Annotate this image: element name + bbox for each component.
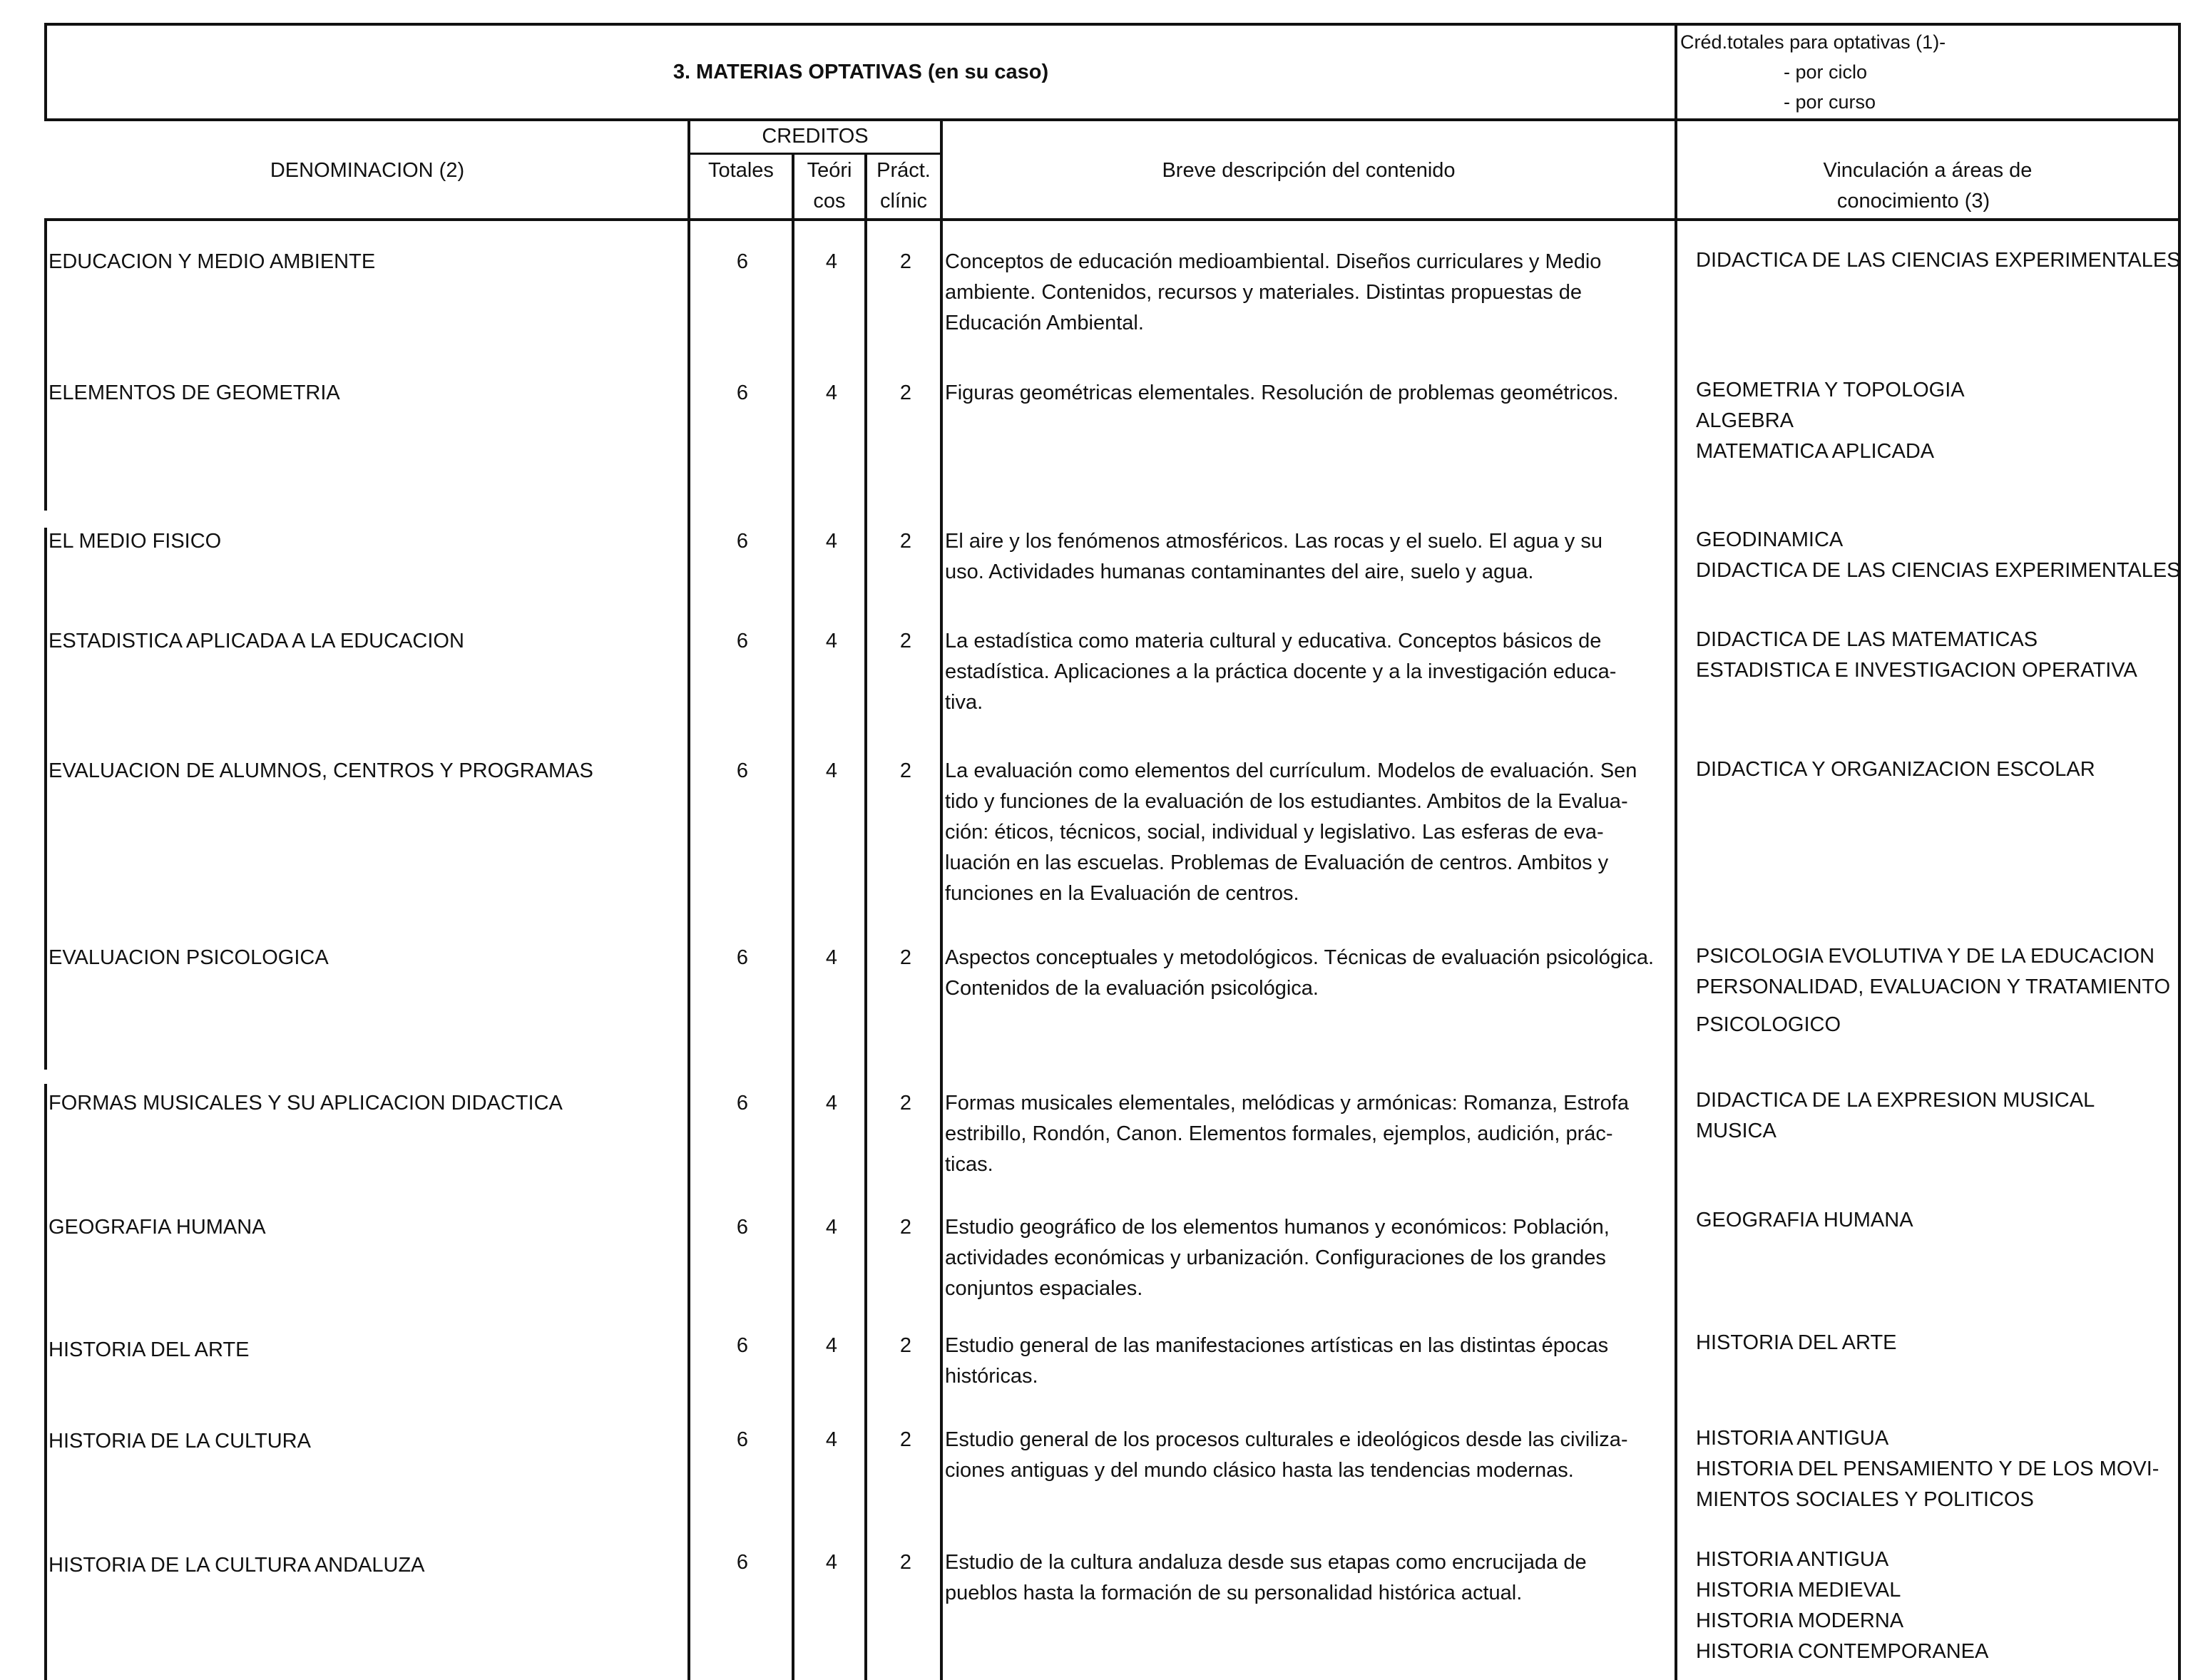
row-practicos: 2	[899, 630, 912, 652]
area-line: GEODINAMICA	[1696, 528, 1844, 551]
desc-line: tiva.	[945, 691, 983, 714]
creditos-header-rule	[687, 153, 943, 155]
row-practicos: 2	[899, 1551, 912, 1574]
row-teoricos: 4	[825, 1216, 838, 1239]
row-teoricos: 4	[825, 250, 838, 273]
teoricos-line-2: cos	[813, 190, 846, 212]
row-teoricos: 4	[825, 1551, 838, 1574]
table-left-border-body	[44, 218, 47, 511]
desc-line: actividades económicas y urbanización. Configuraciones de los grandes	[945, 1246, 1606, 1269]
desc-line: luación en las escuelas. Problemas de Evaluación de centros. Ambitos y	[945, 851, 1609, 874]
row-descripcion	[945, 1088, 1695, 1180]
area-line: PERSONALIDAD, EVALUACION Y TRATAMIENTO	[1696, 975, 2171, 998]
row-teoricos: 4	[825, 630, 838, 652]
desc-line: ambiente. Contenidos, recursos y materiales. Distintas propuestas de	[945, 281, 1582, 304]
section-title: 3. MATERIAS OPTATIVAS (en su caso)	[673, 61, 1049, 83]
desc-line: estribillo, Rondón, Canon. Elementos formales, ejemplos, audición, prác-	[945, 1122, 1613, 1145]
vinculacion-line-1: Vinculación a áreas de	[1823, 159, 2033, 182]
row-denominacion: EVALUACION PSICOLOGICA	[48, 946, 329, 969]
row-practicos: 2	[899, 1334, 912, 1357]
practicos-line-1: Práct.	[876, 159, 931, 182]
area-line: DIDACTICA DE LAS MATEMATICAS	[1696, 628, 2038, 651]
row-practicos: 2	[899, 1428, 912, 1451]
desc-line: funciones en la Evaluación de centros.	[945, 882, 1299, 905]
area-line: DIDACTICA Y ORGANIZACION ESCOLAR	[1696, 758, 2095, 781]
row-areas	[1696, 375, 2188, 467]
area-line: ALGEBRA	[1696, 409, 1794, 432]
row-areas	[1696, 941, 2188, 1040]
desc-line: Conceptos de educación medioambiental. Diseños curriculares y Medio	[945, 250, 1602, 273]
row-descripcion	[945, 1331, 1695, 1392]
table-left-border-body-2	[44, 528, 47, 1070]
row-descripcion	[945, 1425, 1695, 1486]
row-areas	[1696, 1328, 2188, 1358]
row-descripcion	[945, 626, 1695, 718]
row-areas	[1696, 1205, 2188, 1236]
cred-totales-block	[1680, 27, 2177, 117]
area-line: DIDACTICA DE LA EXPRESION MUSICAL	[1696, 1089, 2095, 1112]
area-line: DIDACTICA DE LAS CIENCIAS EXPERIMENTALES	[1696, 249, 2181, 272]
practicos-line-2: clínic	[879, 190, 928, 212]
row-denominacion: HISTORIA DE LA CULTURA ANDALUZA	[48, 1554, 425, 1577]
table-border-top	[44, 23, 2181, 26]
desc-line: ticas.	[945, 1153, 993, 1176]
desc-line: ción: éticos, técnicos, social, individual y legislativo. Las esferas de eva-	[945, 821, 1604, 844]
row-denominacion: EVALUACION DE ALUMNOS, CENTROS Y PROGRAMAS	[48, 759, 593, 782]
area-line: ESTADISTICA E INVESTIGACION OPERATIVA	[1696, 659, 2137, 682]
row-teoricos: 4	[825, 1334, 838, 1357]
row-descripcion	[945, 943, 1695, 1004]
desc-line: Estudio general de las manifestaciones artísticas en las distintas épocas	[945, 1334, 1609, 1357]
area-line: HISTORIA DEL ARTE	[1696, 1331, 1897, 1354]
row-teoricos: 4	[825, 759, 838, 782]
col-header-practicos	[867, 155, 940, 217]
teoricos-line-1: Teóri	[807, 159, 852, 182]
row-areas	[1696, 245, 2188, 276]
row-totales: 6	[736, 1334, 749, 1357]
header-bottom-rule	[44, 118, 2181, 121]
row-descripcion	[945, 526, 1695, 588]
row-totales: 6	[736, 1428, 749, 1451]
area-line: HISTORIA ANTIGUA	[1696, 1548, 1889, 1571]
desc-line: La estadística como materia cultural y educativa. Conceptos básicos de	[945, 630, 1602, 652]
row-totales: 6	[736, 530, 749, 553]
cred-curso-line: - por curso	[1784, 91, 1876, 113]
desc-line: El aire y los fenómenos atmosféricos. Las rocas y el suelo. El agua y su	[945, 530, 1602, 553]
area-line: MIENTOS SOCIALES Y POLITICOS	[1696, 1488, 2034, 1511]
desc-line: Aspectos conceptuales y metodológicos. Técnicas de evaluación psicológica.	[945, 946, 1655, 969]
row-denominacion: ESTADISTICA APLICADA A LA EDUCACION	[48, 630, 464, 652]
col-header-creditos: CREDITOS	[762, 125, 869, 148]
table-left-border-body-3	[44, 1084, 47, 1680]
row-areas	[1696, 525, 2188, 586]
vinculacion-line-2: conocimiento (3)	[1836, 190, 1990, 212]
row-descripcion	[945, 1212, 1695, 1304]
row-denominacion: FORMAS MUSICALES Y SU APLICACION DIDACTICA	[48, 1092, 563, 1115]
desc-line: históricas.	[945, 1365, 1038, 1388]
row-descripcion	[945, 247, 1695, 339]
desc-line: Estudio geográfico de los elementos humanos y económicos: Población,	[945, 1216, 1610, 1239]
area-line: PSICOLOGIA EVOLUTIVA Y DE LA EDUCACION	[1696, 945, 2155, 968]
row-denominacion: HISTORIA DEL ARTE	[48, 1338, 250, 1361]
row-teoricos: 4	[825, 1428, 838, 1451]
col-header-denominacion: DENOMINACION (2)	[270, 159, 465, 182]
row-areas	[1696, 1085, 2188, 1147]
row-descripcion	[945, 1547, 1695, 1609]
desc-line: conjuntos espaciales.	[945, 1277, 1143, 1300]
desc-line: ciones antiguas y del mundo clásico hasta las tendencias modernas.	[945, 1459, 1574, 1482]
cred-totales-line: Créd.totales para optativas (1)-	[1680, 31, 1946, 53]
row-practicos: 2	[899, 759, 912, 782]
row-teoricos: 4	[825, 1092, 838, 1115]
col-header-vinculacion	[1677, 155, 2178, 217]
area-line: HISTORIA MEDIEVAL	[1696, 1579, 1901, 1602]
row-teoricos: 4	[825, 946, 838, 969]
row-practicos: 2	[899, 1216, 912, 1239]
row-denominacion: HISTORIA DE LA CULTURA	[48, 1430, 311, 1453]
desc-line: Educación Ambiental.	[945, 312, 1144, 334]
row-areas	[1696, 625, 2188, 686]
row-totales: 6	[736, 946, 749, 969]
col-header-totales: Totales	[708, 159, 774, 182]
desc-line: Formas musicales elementales, melódicas y armónicas: Romanza, Estrofa	[945, 1092, 1629, 1115]
cred-ciclo-line: - por ciclo	[1784, 61, 1868, 83]
desc-line: estadística. Aplicaciones a la práctica docente y a la investigación educa-	[945, 660, 1617, 683]
row-totales: 6	[736, 1216, 749, 1239]
row-denominacion: EL MEDIO FISICO	[48, 530, 222, 553]
row-practicos: 2	[899, 1092, 912, 1115]
area-line: DIDACTICA DE LAS CIENCIAS EXPERIMENTALES	[1696, 559, 2181, 582]
row-totales: 6	[736, 630, 749, 652]
desc-line: La evaluación como elementos del currículum. Modelos de evaluación. Sen	[945, 759, 1637, 782]
header-right-border	[2178, 23, 2181, 221]
area-line: MATEMATICA APLICADA	[1696, 440, 1935, 463]
row-denominacion: GEOGRAFIA HUMANA	[48, 1216, 266, 1239]
area-line: HISTORIA CONTEMPORANEA	[1696, 1640, 1989, 1663]
area-line: GEOMETRIA Y TOPOLOGIA	[1696, 379, 1965, 401]
desc-line: pueblos hasta la formación de su personalidad histórica actual.	[945, 1582, 1523, 1604]
row-totales: 6	[736, 1551, 749, 1574]
area-line: HISTORIA MODERNA	[1696, 1609, 1904, 1632]
row-totales: 6	[736, 759, 749, 782]
row-denominacion: EDUCACION Y MEDIO AMBIENTE	[48, 250, 376, 273]
area-line: HISTORIA DEL PENSAMIENTO Y DE LOS MOVI-	[1696, 1458, 2159, 1480]
area-line: HISTORIA ANTIGUA	[1696, 1427, 1889, 1450]
col-header-teoricos	[794, 155, 864, 217]
desc-line: Estudio de la cultura andaluza desde sus etapas como encrucijada de	[945, 1551, 1587, 1574]
desc-line: tido y funciones de la evaluación de los estudiantes. Ambitos de la Evalua-	[945, 790, 1628, 813]
row-totales: 6	[736, 250, 749, 273]
col-header-descripcion: Breve descripción del contenido	[1162, 159, 1456, 182]
row-denominacion: ELEMENTOS DE GEOMETRIA	[48, 381, 340, 404]
row-areas	[1696, 754, 2188, 785]
row-descripcion	[945, 756, 1695, 909]
area-line: GEOGRAFIA HUMANA	[1696, 1209, 1913, 1231]
row-practicos: 2	[899, 530, 912, 553]
desc-line: Figuras geométricas elementales. Resolución de problemas geométricos.	[945, 381, 1619, 404]
row-practicos: 2	[899, 946, 912, 969]
desc-line: Estudio general de los procesos culturales e ideológicos desde las civiliza-	[945, 1428, 1628, 1451]
desc-line: uso. Actividades humanas contaminantes del aire, suelo y agua.	[945, 560, 1534, 583]
column-header-bottom-rule	[44, 218, 2181, 221]
row-practicos: 2	[899, 250, 912, 273]
row-teoricos: 4	[825, 530, 838, 553]
row-totales: 6	[736, 381, 749, 404]
row-areas	[1696, 1423, 2188, 1515]
area-line: PSICOLOGICO	[1696, 1013, 1841, 1036]
desc-line: Contenidos de la evaluación psicológica.	[945, 977, 1319, 1000]
row-areas	[1696, 1545, 2188, 1667]
row-totales: 6	[736, 1092, 749, 1115]
row-descripcion	[945, 378, 1695, 409]
row-teoricos: 4	[825, 381, 838, 404]
area-line: MUSICA	[1696, 1120, 1777, 1142]
row-practicos: 2	[899, 381, 912, 404]
